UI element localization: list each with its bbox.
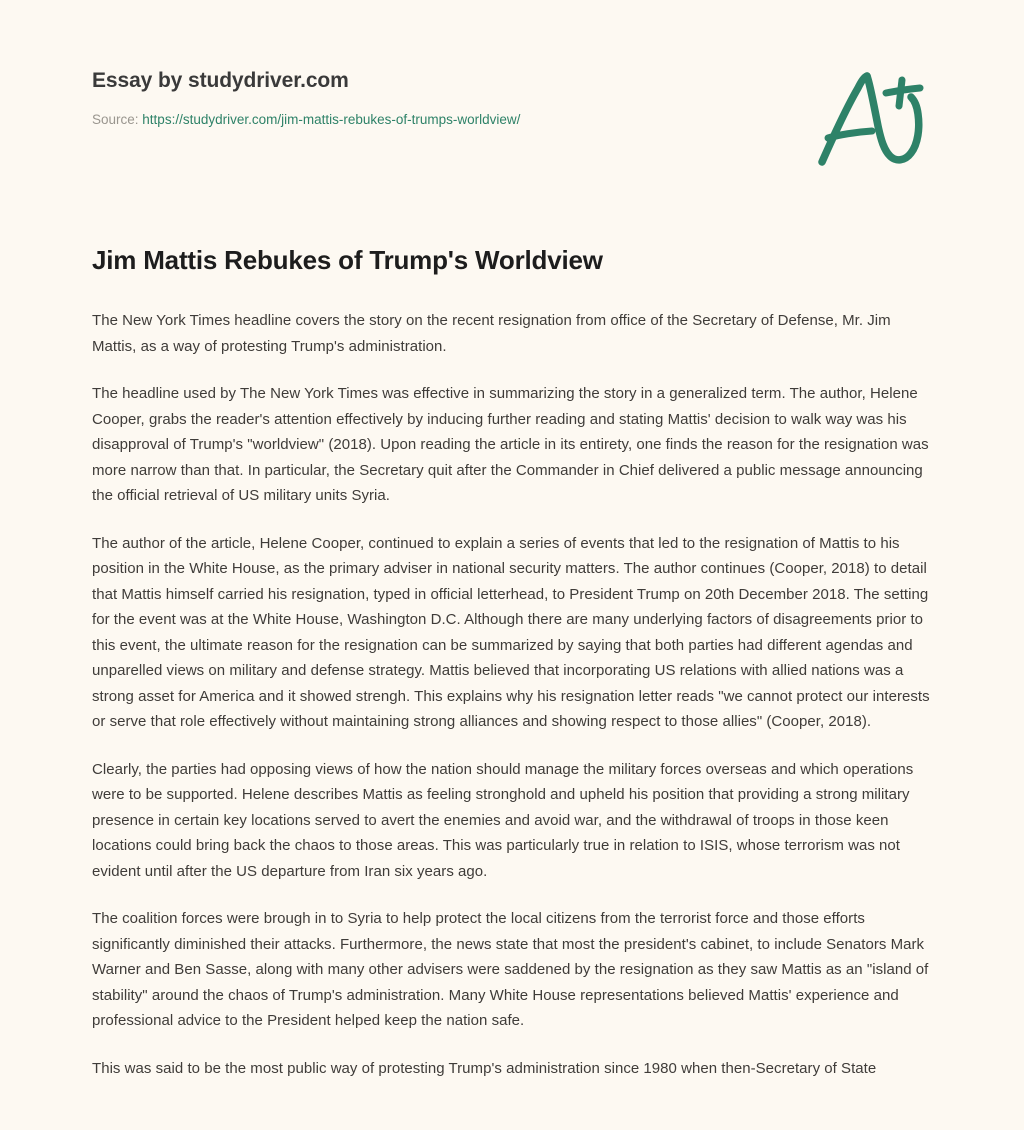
source-line	[92, 111, 812, 129]
page-header	[0, 0, 1024, 200]
article-paragraph: The headline used by The New York Times was effective in summarizing the story in a generalized term. The author, Helene Cooper, grabs the reader's attention effectively by inducing further reading and stating Mattis' decision to walk way was his disapproval of Trump's "worldview" (2018). Upon reading the article in its entirety, one finds the reason for the resignation was more narrow than that. In particular, the Secretary quit after the Commander in Chief delivered a public message announcing the official retrieval of US military units Syria.	[92, 385, 929, 504]
article-paragraph: The coalition forces were brough in to Syria to help protect the local citizens from the terrorist force and those efforts significantly diminished their attacks. Furthermore, the news state that most the president's cabinet, to include Senators Mark Warner and Ben Sasse, along with many other advisers were saddened by the resignation as they saw Mattis as an "island of stability" around the chaos of Trump's administration. Many White House representations believed Mattis' experience and professional advice to the President helped keep the nation safe.	[92, 910, 929, 1029]
article-paragraph: The New York Times headline covers the story on the recent resignation from office of the Secretary of Defense, Mr. Jim Mattis, as a way of protesting Trump's administration.	[92, 312, 891, 355]
article-paragraph: The author of the article, Helene Cooper, continued to explain a series of events that led to the resignation of Mattis to his position in the White House, as the primary adviser in national security matters. The author continues (Cooper, 2018) to detail that Mattis himself carried his resignation, typed in official letterhead, to President Trump on 20th December 2018. The setting for the event was at the White House, Washington D.C. Although there are many underlying factors of disagreements prior to this event, the ultimate reason for the resignation can be summarized by saying that both parties had different agendas and unparelled views on military and defense strategy. Mattis believed that incorporating US relations with allied nations was a strong asset for America and it showed strengh. This explains why his resignation letter reads "we cannot protect our interests or serve that role effectively without maintaining strong alliances and showing respect to those allies" (Cooper, 2018).	[92, 534, 930, 730]
source-url-link[interactable]: https://studydriver.com/jim-mattis-rebukes-of-trumps-worldview/	[142, 112, 521, 127]
source-label: Source:	[92, 112, 139, 127]
header-text-block	[92, 68, 812, 129]
article	[92, 243, 938, 1081]
page-title: Jim Mattis Rebukes of Trump's Worldview	[92, 245, 603, 275]
brand-title: Essay by studydriver.com	[92, 69, 349, 92]
article-paragraph: This was said to be the most public way of protesting Trump's administration since 1980 when then-Secretary of State	[92, 1059, 877, 1077]
article-paragraph: Clearly, the parties had opposing views of how the nation should manage the military forces overseas and which operations were to be supported. Helene describes Mattis as feeling stronghold and upheld his position that providing a strong military presence in certain key locations served to avert the enemies and avoid war, and the withdrawal of troops in those keen locations could bring back the chaos to those areas. This was particularly true in relation to ISIS, whose terrorism was not evident until after the US departure from Iran six years ago.	[92, 760, 914, 880]
article-body	[92, 308, 938, 1081]
a-plus-logo-icon	[806, 66, 938, 170]
